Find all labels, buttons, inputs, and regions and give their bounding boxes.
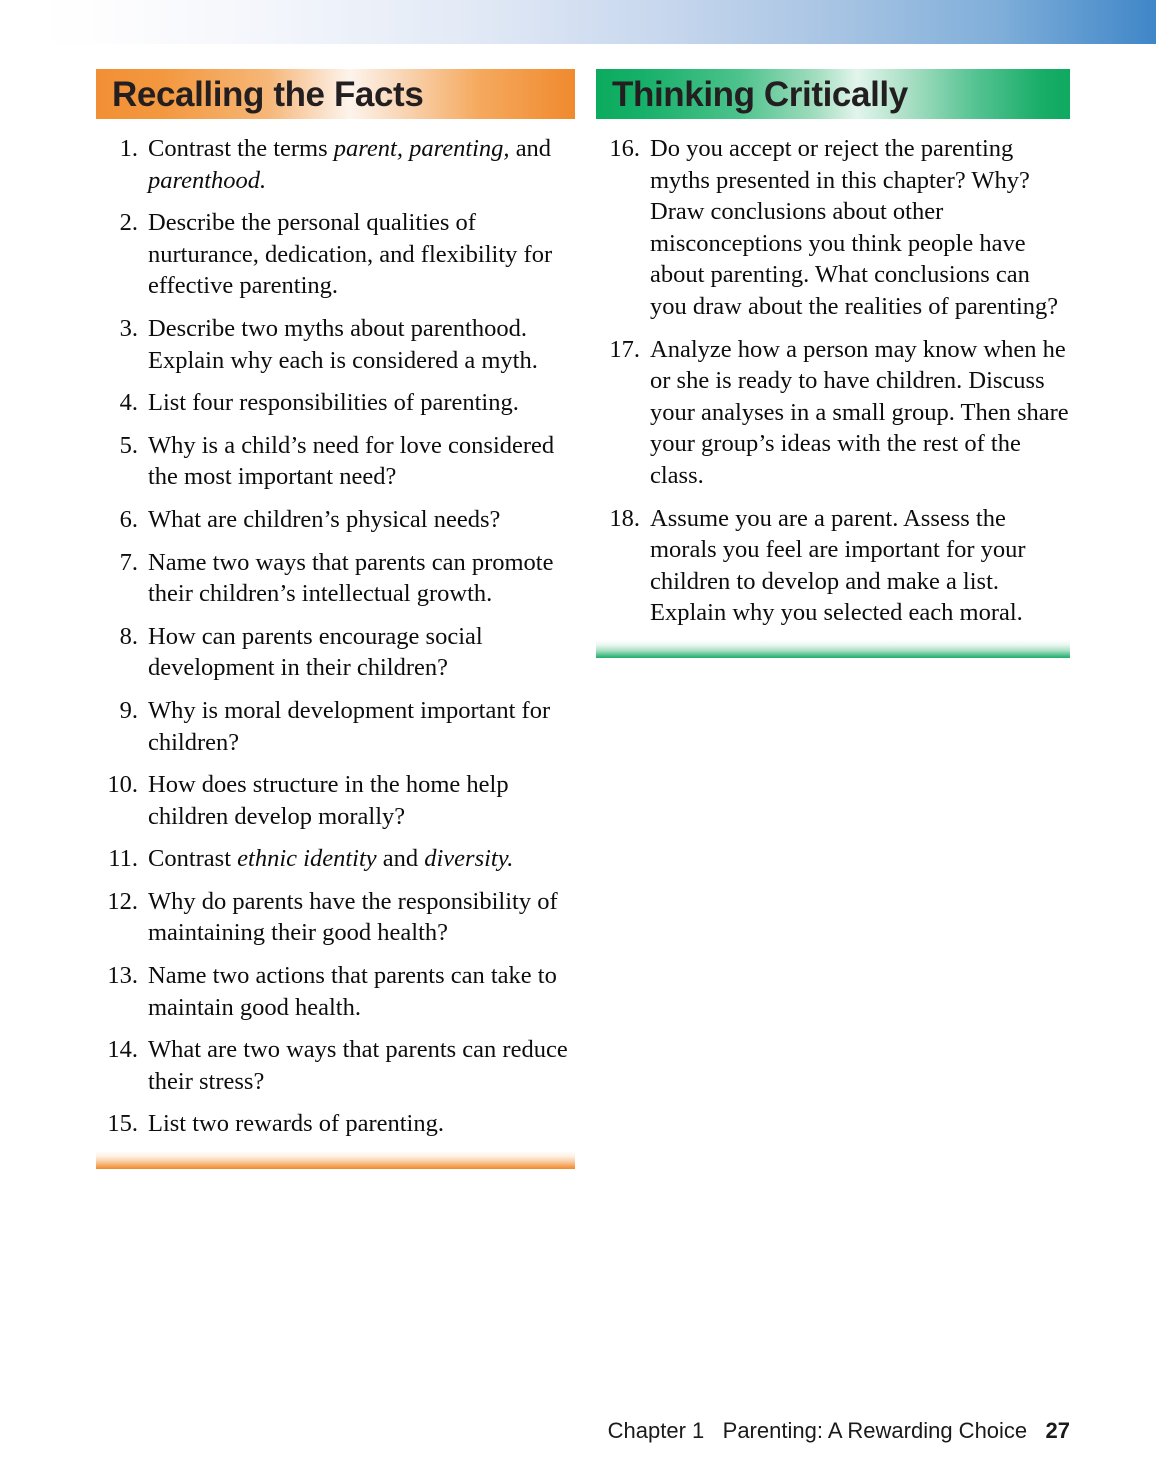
question-text: Do you accept or reject the parenting myths presented in this chapter? Why? Draw conclusions about other misconceptions you think people have about parenting. What conclusions can you draw about the realities of parenting? [650,135,1059,320]
question-number: 10. [107,771,138,799]
question-text: Describe two myths about parenthood. Explain why each is considered a myth. [148,314,538,374]
question-item [96,207,575,302]
question-number: 12. [107,887,138,915]
section-header-recalling-the-facts [96,69,575,119]
section-recalling-the-facts [96,69,575,1169]
question-item [596,503,1070,629]
question-item [96,1034,575,1097]
question-item [96,695,575,758]
question-number: 6. [119,505,138,533]
question-item [96,621,575,684]
question-item [96,886,575,949]
question-number: 15. [107,1110,138,1138]
footer-chapter-title: Parenting: A Rewarding Choice [722,1418,1028,1443]
question-item [596,334,1070,492]
question-text: Why do parents have the responsibility of maintaining their good health? [148,887,558,947]
section-title-thinking-critically: Thinking Critically [612,74,908,114]
question-item [96,387,575,419]
question-text: Name two actions that parents can take to maintain good health. [148,962,557,1021]
question-text: Contrast ethnic identity and diversity. [148,845,514,873]
page-footer [0,1418,1070,1444]
green-bottom-rule [596,640,1070,658]
section-title-recalling-the-facts: Recalling the Facts [112,74,424,114]
question-text: What are children’s physical needs? [148,505,501,533]
question-text: Describe the personal qualities of nurturance, dedication, and flexibility for effective parenting. [148,209,553,300]
question-list-thinking-critically [596,119,1070,629]
question-item [96,504,575,536]
section-header-thinking-critically [596,69,1070,119]
orange-bottom-rule [96,1151,575,1169]
question-text: List two rewards of parenting. [148,1110,444,1138]
question-text: Contrast the terms parent, parenting, and parenthood. [148,135,552,194]
question-number: 18. [609,504,640,532]
question-text: Why is moral development important for children? [148,696,551,756]
top-decorative-banner [40,0,1156,44]
question-number: 13. [107,962,138,990]
question-item [96,313,575,376]
question-number: 5. [119,431,138,459]
question-number: 2. [119,209,138,237]
question-list-recalling-the-facts [96,119,575,1140]
question-number: 3. [119,314,138,342]
question-number: 9. [119,696,138,724]
question-number: 17. [609,335,640,363]
question-number: 7. [119,548,138,576]
question-number: 16. [609,135,640,162]
page-number: 27 [1045,1418,1070,1443]
question-text: How can parents encourage social development in their children? [148,622,483,682]
question-item [96,960,575,1023]
question-text: List four responsibilities of parenting. [148,389,519,417]
question-item [96,1108,575,1140]
question-item [596,133,1070,323]
footer-chapter: Chapter 1 [607,1418,705,1443]
question-number: 1. [119,135,138,162]
question-number: 4. [119,389,138,417]
question-item [96,547,575,610]
question-text: How does structure in the home help children develop morally? [148,771,509,830]
question-text: Assume you are a parent. Assess the morals you feel are important for your children to develop and make a list. Explain why you selected each moral. [650,504,1026,627]
question-text: Analyze how a person may know when he or she is ready to have children. Discuss your analyses in a small group. Then share your group’s ideas with the rest of the class. [650,335,1069,489]
question-number: 8. [119,622,138,650]
question-item [96,430,575,493]
question-text: Name two ways that parents can promote their children’s intellectual growth. [148,548,554,608]
question-item [96,769,575,832]
question-item [96,133,575,196]
section-thinking-critically [596,69,1070,658]
question-text: What are two ways that parents can reduce their stress? [148,1036,568,1095]
question-number: 11. [108,845,138,873]
question-number: 14. [107,1036,138,1064]
question-item [96,843,575,875]
question-text: Why is a child’s need for love considered the most important need? [148,431,555,491]
